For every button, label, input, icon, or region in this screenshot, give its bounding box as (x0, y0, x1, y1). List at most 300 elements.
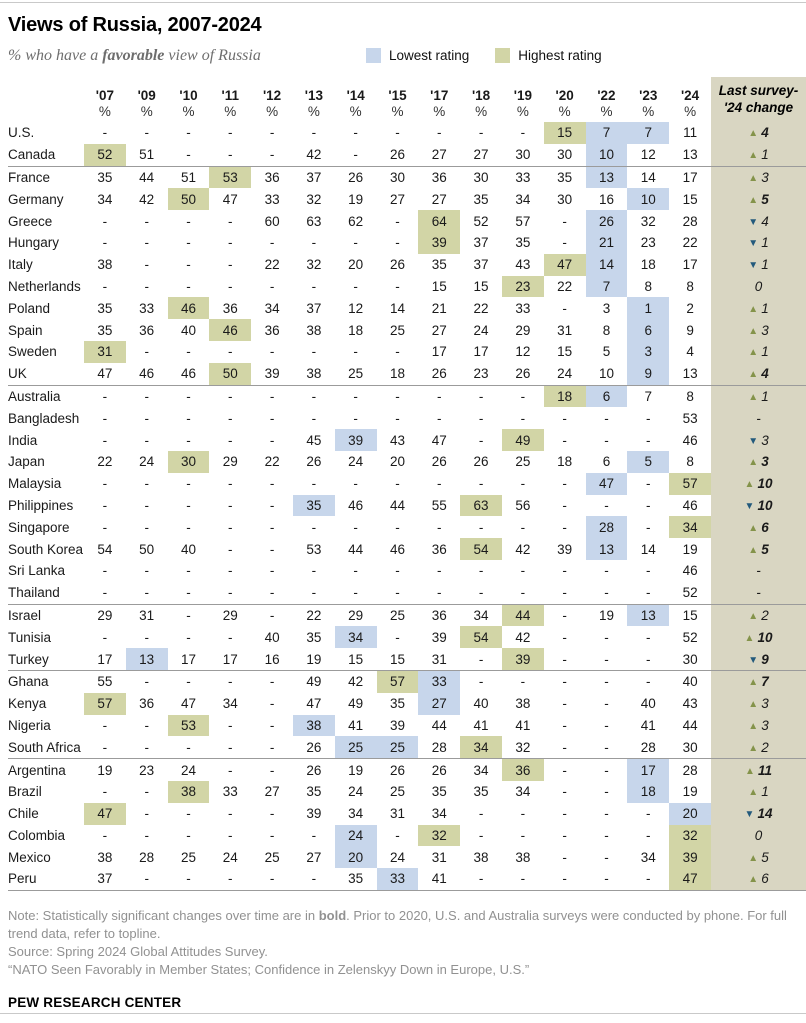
value-cell: 44 (389, 497, 405, 513)
footnotes (8, 907, 800, 1013)
value-cell: 63 (460, 495, 502, 517)
value-cell: 46 (682, 432, 698, 448)
value-cell: 7 (627, 122, 669, 144)
value-cell: - (604, 674, 609, 690)
value-cell: 38 (97, 849, 113, 865)
change-up-icon: ▲ (748, 128, 759, 140)
value-cell: - (144, 213, 149, 229)
value-cell: 26 (389, 257, 405, 273)
table-row (8, 451, 806, 473)
value-cell: 57 (377, 670, 419, 692)
value-cell: 4 (686, 344, 694, 360)
change-value: 1 (761, 300, 769, 316)
value-cell: 35 (431, 257, 447, 273)
note-text: Note: Statistically significant changes over time are in bold. Prior to 2020, U.S. and Australia surveys were conducted by phone. For full trend data, refer to topline. (8, 907, 787, 942)
value-cell: - (186, 674, 191, 690)
change-cell (711, 825, 806, 847)
value-cell: 13 (627, 604, 669, 626)
change-cell (711, 670, 806, 692)
value-cell: - (311, 344, 317, 360)
country-label: Malaysia (8, 476, 62, 492)
value-cell: - (544, 582, 586, 604)
value-cell: 26 (431, 454, 447, 470)
value-cell: - (186, 278, 191, 294)
value-cell: - (186, 432, 191, 448)
value-cell: - (478, 563, 484, 579)
percent-symbol: % (642, 104, 655, 119)
value-cell: 17 (431, 344, 447, 360)
value-cell: 33 (222, 784, 238, 800)
value-cell: 18 (627, 781, 669, 803)
value-cell: - (102, 388, 108, 404)
value-cell: 8 (644, 278, 653, 294)
value-cell: 34 (97, 191, 113, 207)
value-cell: 11 (683, 125, 698, 141)
value-cell: - (168, 868, 210, 890)
change-cell (711, 648, 806, 670)
value-cell: 14 (640, 169, 656, 185)
value-cell: 33 (139, 300, 155, 316)
change-value: 3 (761, 432, 769, 448)
value-cell: - (520, 806, 526, 822)
table-row (8, 516, 806, 538)
change-up-icon: ▲ (748, 172, 759, 184)
value-cell: - (144, 784, 149, 800)
value-cell: 40 (180, 541, 196, 557)
value-cell: 6 (602, 454, 611, 470)
value-cell: - (646, 519, 651, 535)
value-cell: 2 (686, 300, 694, 316)
value-cell: - (562, 806, 567, 822)
table-row (8, 188, 806, 210)
country-label: Kenya (8, 696, 47, 712)
value-cell: 34 (222, 696, 238, 712)
percent-symbol: % (98, 104, 111, 119)
value-cell: 25 (335, 736, 377, 758)
table-row (8, 166, 806, 188)
value-cell: - (395, 476, 400, 492)
value-cell: - (437, 125, 442, 141)
value-cell: 18 (640, 257, 656, 273)
value-cell: 26 (389, 762, 405, 778)
change-cell (711, 604, 806, 626)
value-cell: - (502, 582, 544, 604)
table-header (8, 77, 806, 122)
value-cell: 21 (586, 232, 628, 254)
value-cell: - (437, 476, 442, 492)
value-cell: 29 (515, 322, 531, 338)
value-cell: 17 (682, 257, 698, 273)
value-cell: 19 (97, 762, 113, 778)
value-cell: 23 (460, 363, 502, 385)
value-cell: 8 (602, 322, 611, 338)
value-cell: - (228, 563, 233, 579)
change-cell (711, 759, 806, 781)
value-cell: 43 (389, 432, 405, 448)
value-cell: 46 (126, 363, 168, 385)
value-cell: 34 (348, 806, 364, 822)
table-row (8, 473, 806, 495)
country-label: Ghana (8, 674, 49, 690)
table-row (8, 582, 806, 604)
value-cell: - (562, 696, 567, 712)
value-cell: 24 (348, 454, 364, 470)
value-cell: - (353, 563, 358, 579)
value-cell: 36 (264, 322, 280, 338)
value-cell: 32 (640, 213, 656, 229)
value-cell: 6 (586, 385, 628, 407)
value-cell: 18 (544, 385, 586, 407)
value-cell: 32 (306, 191, 322, 207)
value-cell: 8 (686, 278, 694, 294)
value-cell: 40 (473, 696, 489, 712)
value-cell: - (144, 235, 149, 251)
value-cell: - (520, 125, 526, 141)
value-cell: 6 (627, 319, 669, 341)
change-cell (711, 144, 806, 166)
change-up-icon: ▲ (748, 699, 759, 711)
value-cell: - (126, 736, 168, 758)
value-cell: 36 (431, 169, 447, 185)
value-cell: 20 (389, 454, 405, 470)
value-cell: - (228, 476, 233, 492)
country-label: India (8, 432, 38, 448)
change-value: 3 (761, 169, 769, 185)
percent-row (8, 103, 806, 122)
country-label: Tunisia (8, 629, 52, 645)
table-row (8, 560, 806, 582)
value-cell: 39 (431, 629, 447, 645)
table-row (8, 385, 806, 407)
change-up-icon: ▲ (748, 874, 759, 886)
change-value: 1 (761, 235, 769, 251)
table-row (8, 715, 806, 737)
change-cell (711, 210, 806, 232)
value-cell: - (269, 541, 275, 557)
value-cell: 47 (180, 696, 196, 712)
value-cell: - (228, 278, 233, 294)
country-label: Japan (8, 454, 45, 470)
value-cell: - (646, 410, 651, 426)
value-cell: 35 (306, 784, 322, 800)
value-cell: 17 (168, 648, 210, 670)
country-label: Bangladesh (8, 410, 80, 426)
change-up-icon: ▲ (748, 347, 759, 359)
value-cell: 26 (418, 363, 460, 385)
country-label: Peru (8, 868, 84, 890)
value-cell: 64 (418, 210, 460, 232)
value-cell: 46 (348, 497, 364, 513)
change-value: 1 (761, 147, 769, 163)
legend-label: Lowest rating (389, 48, 470, 63)
change-value: 4 (761, 213, 769, 229)
year-column-header: '14 (346, 88, 365, 103)
value-cell: 52 (669, 582, 711, 604)
country-label: Singapore (8, 519, 70, 535)
year-column-header: '18 (471, 88, 491, 103)
value-cell: 1 (627, 297, 669, 319)
country-label: Canada (8, 144, 84, 166)
value-cell: - (144, 519, 149, 535)
value-cell: 53 (168, 715, 210, 737)
percent-symbol: % (182, 104, 195, 119)
country-label: Netherlands (8, 278, 81, 294)
value-cell: 35 (473, 784, 489, 800)
country-label: Italy (8, 257, 33, 273)
value-cell: - (311, 519, 317, 535)
value-cell: - (186, 827, 191, 843)
country-label: Philippines (8, 497, 74, 513)
change-cell (711, 626, 806, 648)
value-cell: 9 (627, 363, 669, 385)
value-cell: - (209, 868, 251, 890)
value-cell: 26 (377, 144, 419, 166)
table-row (8, 803, 806, 825)
value-cell: - (126, 582, 168, 604)
value-cell: 26 (473, 454, 489, 470)
value-cell: - (269, 344, 275, 360)
country-label: U.S. (8, 125, 35, 141)
value-cell: - (251, 144, 293, 166)
value-cell: 47 (669, 868, 711, 890)
value-cell: - (209, 144, 251, 166)
year-column-header: '09 (137, 88, 156, 103)
change-cell (711, 276, 806, 298)
country-label: Hungary (8, 235, 60, 251)
value-cell: - (520, 388, 526, 404)
value-cell: 16 (251, 648, 293, 670)
value-cell: - (562, 849, 567, 865)
value-cell: - (269, 432, 275, 448)
lowest-rating-swatch (366, 48, 381, 63)
value-cell: - (418, 582, 460, 604)
change-value: 4 (761, 366, 769, 382)
value-cell: - (353, 388, 358, 404)
change-value: 2 (761, 607, 769, 623)
page-title: Views of Russia, 2007-2024 (8, 14, 262, 36)
table-row (8, 825, 806, 847)
country-label: Spain (8, 322, 43, 338)
change-value: 0 (754, 278, 763, 294)
value-cell: 37 (473, 235, 489, 251)
value-cell: 17 (627, 759, 669, 781)
country-label: Argentina (8, 762, 66, 778)
value-cell: - (228, 674, 233, 690)
value-cell: - (586, 868, 628, 890)
percent-symbol: % (433, 104, 446, 119)
value-cell: 25 (389, 784, 405, 800)
value-cell: 32 (306, 257, 322, 273)
table-row (8, 868, 806, 890)
change-cell (711, 538, 806, 560)
change-up-icon: ▲ (748, 325, 759, 337)
change-up-icon: ▲ (748, 303, 759, 315)
value-cell: - (437, 388, 442, 404)
value-cell: 18 (377, 363, 419, 385)
year-header-row (8, 77, 806, 103)
percent-symbol: % (307, 104, 320, 119)
year-column-header: '20 (555, 88, 574, 103)
table-row (8, 736, 806, 758)
value-cell: 28 (627, 736, 669, 758)
table-row (8, 341, 806, 363)
value-cell: - (562, 300, 567, 316)
country-label: Brazil (8, 784, 42, 800)
country-label: UK (8, 363, 84, 385)
value-cell: - (437, 410, 442, 426)
value-cell: 39 (335, 429, 377, 451)
year-column-header: '22 (597, 88, 616, 103)
value-cell: 27 (418, 144, 460, 166)
value-cell: - (228, 541, 233, 557)
value-cell: - (228, 125, 233, 141)
subtitle-row (8, 47, 806, 71)
change-cell (711, 429, 806, 451)
value-cell: 34 (669, 516, 711, 538)
value-cell: - (102, 235, 108, 251)
country-label: South Korea (8, 541, 84, 557)
change-up-icon: ▲ (748, 194, 759, 206)
value-cell: - (604, 497, 609, 513)
value-cell: 33 (515, 300, 531, 316)
value-cell: 34 (335, 626, 377, 648)
value-cell: - (395, 344, 400, 360)
change-up-icon: ▲ (744, 632, 755, 644)
value-cell: 34 (431, 806, 447, 822)
value-cell: 41 (640, 717, 656, 733)
value-cell: - (269, 278, 275, 294)
value-cell: - (269, 696, 275, 712)
value-cell: - (562, 674, 567, 690)
table-row (8, 670, 806, 692)
value-cell: 57 (515, 213, 531, 229)
value-cell: 47 (84, 803, 126, 825)
value-cell: - (353, 410, 358, 426)
value-cell: - (168, 582, 210, 604)
change-value: 10 (757, 476, 773, 492)
change-cell (711, 495, 806, 517)
value-cell: - (562, 762, 567, 778)
change-value: - (756, 585, 761, 601)
value-cell: - (228, 806, 233, 822)
value-cell: 13 (586, 538, 628, 560)
value-cell: 36 (139, 322, 155, 338)
year-column-header: '12 (262, 88, 282, 103)
table-row (8, 407, 806, 429)
value-cell: 28 (682, 213, 698, 229)
value-cell: 30 (473, 169, 489, 185)
value-cell: - (646, 806, 651, 822)
value-cell: 47 (222, 191, 238, 207)
value-cell: 24 (348, 784, 364, 800)
value-cell: 26 (348, 169, 364, 185)
change-value: 1 (761, 388, 769, 404)
value-cell: 12 (515, 344, 531, 360)
value-cell: 31 (139, 607, 155, 623)
value-cell: - (186, 344, 191, 360)
value-cell: 31 (418, 648, 460, 670)
value-cell: - (604, 696, 609, 712)
value-cell: 54 (460, 538, 502, 560)
value-cell: 35 (557, 169, 573, 185)
value-cell: 35 (515, 235, 531, 251)
value-cell: - (311, 388, 317, 404)
value-cell: - (228, 388, 233, 404)
value-cell: 46 (168, 297, 210, 319)
value-cell: 20 (335, 846, 377, 868)
value-cell: - (269, 563, 275, 579)
change-header-line: '24 change (723, 99, 794, 115)
value-cell: 14 (586, 254, 628, 276)
value-cell: - (269, 806, 275, 822)
value-cell: 30 (557, 191, 573, 207)
value-cell: - (186, 519, 191, 535)
value-cell: 42 (139, 191, 155, 207)
value-cell: - (478, 476, 484, 492)
value-cell: 40 (682, 674, 698, 690)
change-up-icon: ▲ (748, 787, 759, 799)
value-cell: 35 (431, 784, 447, 800)
value-cell: - (269, 125, 275, 141)
table-row (8, 276, 806, 298)
table-row (8, 759, 806, 781)
value-cell: 44 (348, 541, 364, 557)
value-cell: - (646, 497, 651, 513)
value-cell: 44 (682, 717, 698, 733)
value-cell: - (186, 388, 191, 404)
value-cell: - (186, 497, 191, 513)
change-up-icon: ▲ (748, 522, 759, 534)
value-cell: 35 (97, 322, 113, 338)
change-header-line: Last survey- (718, 83, 799, 99)
value-cell: 23 (640, 235, 656, 251)
table-row (8, 538, 806, 560)
value-cell: 34 (515, 784, 531, 800)
value-cell: 30 (544, 144, 586, 166)
value-cell: - (478, 125, 484, 141)
value-cell: 16 (598, 191, 614, 207)
table-row (8, 254, 806, 276)
value-cell: 29 (97, 607, 113, 623)
value-cell: - (102, 278, 108, 294)
value-cell: - (335, 144, 377, 166)
country-label: Sweden (8, 344, 57, 360)
change-down-icon: ▼ (748, 216, 759, 228)
value-cell: - (395, 235, 400, 251)
value-cell: - (646, 629, 651, 645)
value-cell: 14 (640, 541, 656, 557)
value-cell: 3 (602, 300, 611, 316)
value-cell: 25 (515, 454, 531, 470)
value-cell: - (102, 563, 108, 579)
value-cell: - (251, 582, 293, 604)
value-cell: 10 (586, 144, 628, 166)
value-cell: 24 (139, 454, 155, 470)
value-cell: - (228, 235, 233, 251)
value-cell: - (478, 432, 484, 448)
value-cell: - (377, 582, 419, 604)
change-up-icon: ▲ (748, 544, 759, 556)
value-cell: 18 (557, 454, 573, 470)
value-cell: - (311, 410, 317, 426)
value-cell: - (478, 519, 484, 535)
value-cell: 24 (389, 849, 405, 865)
value-cell: 33 (515, 169, 531, 185)
country-label: France (8, 169, 51, 185)
value-cell: 13 (126, 648, 168, 670)
change-value: 9 (761, 651, 769, 667)
value-cell: 62 (348, 213, 364, 229)
